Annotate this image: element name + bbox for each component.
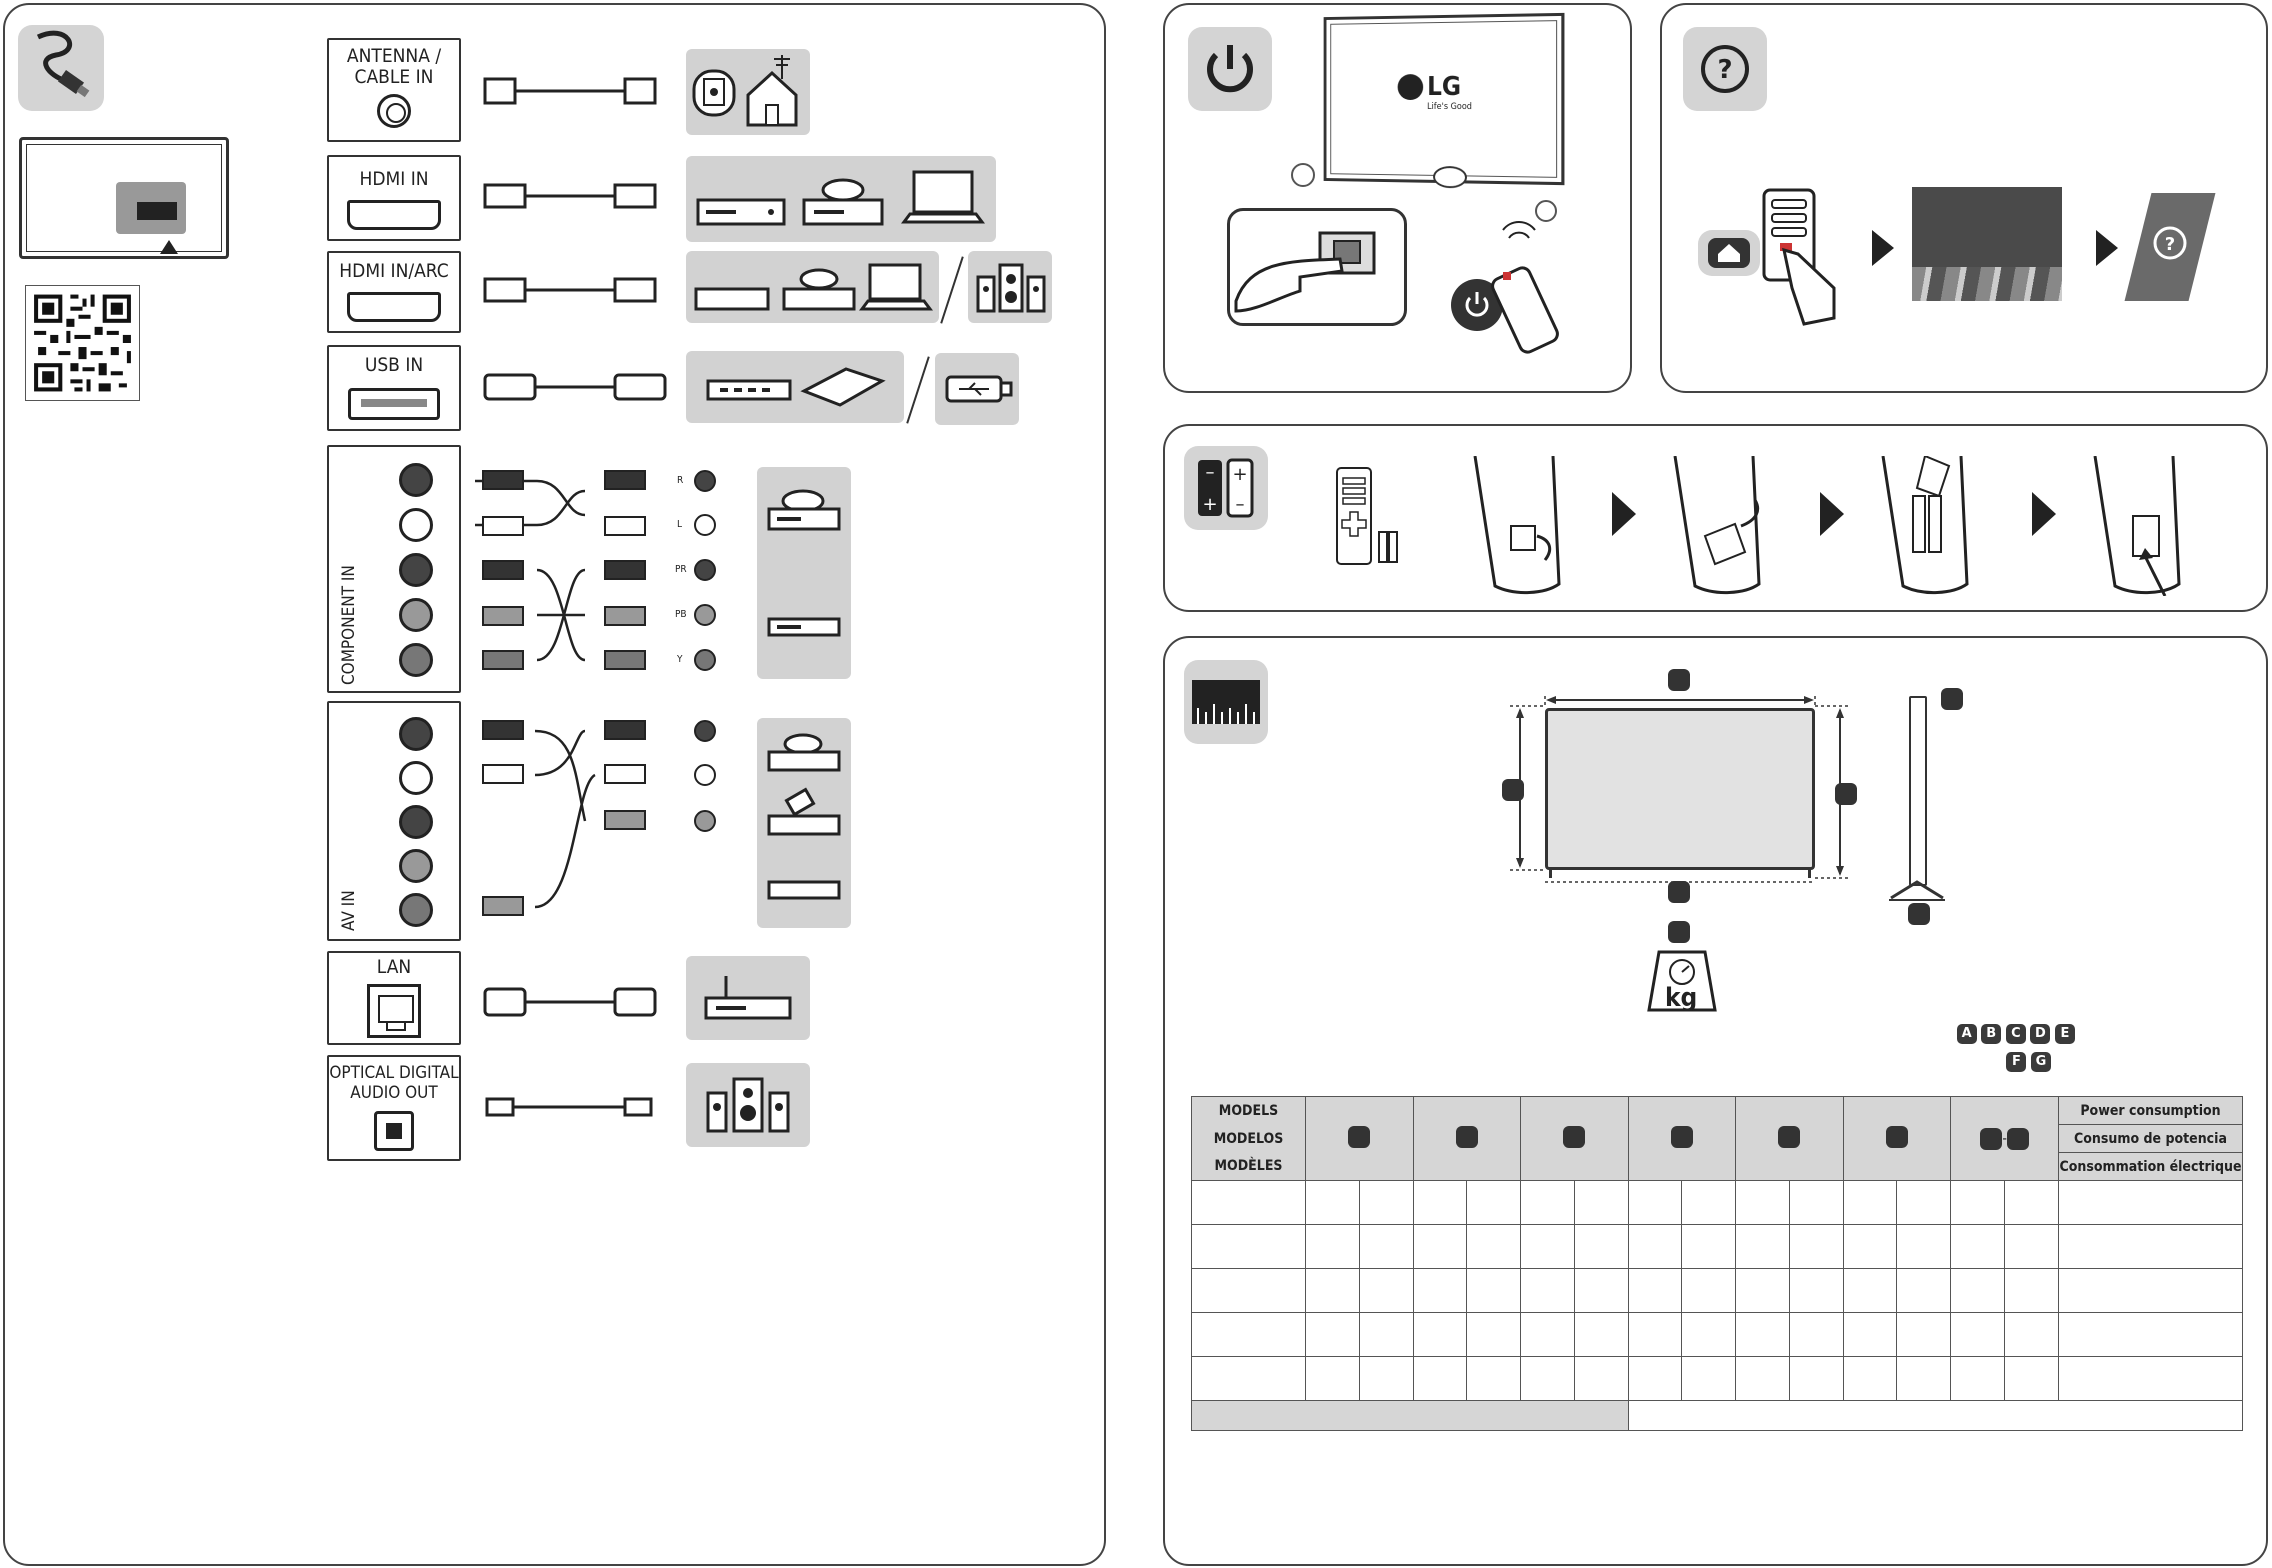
power-icon [1188, 27, 1272, 111]
weight-badge [1668, 921, 1690, 943]
svg-text:?: ? [2164, 234, 2176, 255]
battery-step-3 [1873, 456, 1983, 596]
svg-text:–: – [1205, 462, 1215, 483]
component-port-box [327, 445, 461, 693]
dim-badge-bottom [1668, 881, 1690, 903]
connections-panel [3, 3, 1106, 1566]
jack-label-l: L [677, 519, 683, 530]
dim-badge-stand [1908, 903, 1930, 925]
letter-e: E [2055, 1024, 2075, 1044]
battery-icon [1184, 446, 1268, 530]
letter-f: F [2006, 1052, 2026, 1072]
antenna-label: ANTENNA / CABLE IN [346, 45, 442, 88]
jack-label-pb: PB [675, 609, 687, 620]
lg-tagline: Life's Good [1427, 101, 1472, 113]
usb-port-box [327, 345, 461, 431]
dimensions-panel [1163, 636, 2268, 1566]
help-icon [1683, 27, 1767, 111]
dim-badge-top [1668, 669, 1690, 691]
table-row [1192, 1181, 2243, 1225]
av-devices-tile [757, 718, 851, 928]
svg-text:–: – [1235, 494, 1245, 515]
power-label-en: Power consumption [2059, 1097, 2243, 1125]
table-footer-row [1192, 1401, 2243, 1431]
soundbar-tile [686, 1063, 810, 1147]
optical-label: OPTICAL DIGITAL AUDIO OUT [329, 1063, 459, 1103]
arrow-right-icon-2 [2096, 230, 2118, 266]
arrow-up-icon [160, 240, 178, 254]
table-row [1192, 1313, 2243, 1357]
dimension-arrows [1510, 686, 1850, 902]
table-row [1192, 1357, 2243, 1401]
jack-label-pr: PR [675, 564, 687, 575]
battery-step-4 [2085, 456, 2205, 596]
lg-logo-icon [1398, 74, 1424, 100]
letter-a: A [1957, 1024, 1977, 1044]
qr-code [25, 285, 140, 401]
letter-legend [1905, 1022, 2075, 1072]
table-row [1192, 1269, 2243, 1313]
usb-devices-tile [686, 351, 904, 423]
step-arrow-1 [1612, 492, 1636, 536]
tv-rear-diagram [19, 137, 229, 259]
slash-divider [940, 256, 964, 323]
hdmi-port-box [327, 155, 461, 241]
hdmi-arc-label: HDMI IN/ARC [339, 260, 449, 282]
speakers-tile [968, 251, 1052, 323]
range-dash: - [2002, 1130, 2007, 1147]
svg-text:?: ? [1717, 55, 1733, 85]
hdmi-port-icon [347, 200, 441, 230]
hdmi-arc-port-box [327, 251, 461, 333]
av-jacks [399, 717, 433, 927]
letter-g: G [2031, 1052, 2051, 1072]
help-panel [1660, 3, 2268, 393]
step-arrow-2 [1820, 492, 1844, 536]
help-tile-icon [2125, 193, 2216, 301]
specs-table [1191, 1096, 2243, 1431]
home-button-step [1694, 188, 1844, 328]
component-label: COMPONENT IN [339, 565, 359, 685]
models-label-en: MODELS [1192, 1097, 1306, 1125]
table-row [1192, 1225, 2243, 1269]
lan-label: LAN [376, 956, 412, 978]
svg-text:+: + [1232, 464, 1248, 485]
svg-text:+: + [1202, 494, 1218, 515]
slash-divider-2 [906, 356, 930, 423]
hdmi-arc-port-icon [347, 292, 441, 322]
tv-side-view [1909, 696, 1927, 886]
router-tile [686, 956, 810, 1040]
av-label: AV IN [339, 890, 359, 931]
dim-badge-right [1835, 783, 1857, 805]
lan-port-box [327, 951, 461, 1045]
battery-panel [1163, 424, 2268, 612]
component-devices-tile [757, 467, 851, 679]
antenna-port-box [327, 38, 461, 142]
power-panel [1163, 3, 1632, 393]
usb-label: USB IN [364, 354, 424, 376]
tv-stand-side [1887, 876, 1947, 906]
cable-icon [18, 25, 104, 111]
weight-unit: kg [1665, 983, 1698, 1013]
remote-power-press [1435, 200, 1595, 370]
power-label-es: Consumo de potencia [2059, 1125, 2243, 1153]
ir-icon-right [1535, 200, 1557, 222]
ir-icon-left [1291, 163, 1315, 187]
component-jacks [399, 463, 433, 677]
tv-menu-screen [1912, 187, 2062, 301]
ruler-icon [1184, 660, 1268, 744]
models-label-fr: MODÈLES [1192, 1153, 1306, 1181]
dim-badge-left [1502, 779, 1524, 801]
tv-front [1324, 13, 1565, 185]
step-arrow-3 [2032, 492, 2056, 536]
optical-port-box [327, 1055, 461, 1161]
tv-button-press [1227, 208, 1407, 326]
remote-with-batteries [1333, 466, 1403, 566]
battery-step-2 [1665, 456, 1775, 596]
power-label-fr: Consommation électrique [2059, 1153, 2243, 1181]
power-button-indicator [1433, 166, 1467, 189]
jack-label-r: R [677, 475, 684, 486]
battery-step-1 [1465, 456, 1575, 596]
dim-badge-depth [1941, 688, 1963, 710]
optical-port-icon [374, 1111, 414, 1151]
usb-port-icon [348, 388, 440, 420]
lg-brand: LG [1427, 71, 1462, 103]
antenna-device-tile [686, 49, 810, 135]
coax-jack-icon [377, 94, 411, 128]
hdmi-arc-devices-tile [686, 251, 939, 323]
hdmi-devices-tile [686, 156, 996, 242]
hdmi-label: HDMI IN [359, 168, 429, 190]
letter-b: B [1981, 1024, 2001, 1044]
ethernet-port-icon [367, 984, 421, 1038]
arrow-right-icon-1 [1872, 230, 1894, 266]
models-label-es: MODELOS [1192, 1125, 1306, 1153]
av-port-box [327, 701, 461, 941]
jack-label-y: Y [677, 654, 683, 665]
letter-c: C [2006, 1024, 2026, 1044]
letter-d: D [2030, 1024, 2050, 1044]
usb-stick-tile [935, 353, 1019, 425]
